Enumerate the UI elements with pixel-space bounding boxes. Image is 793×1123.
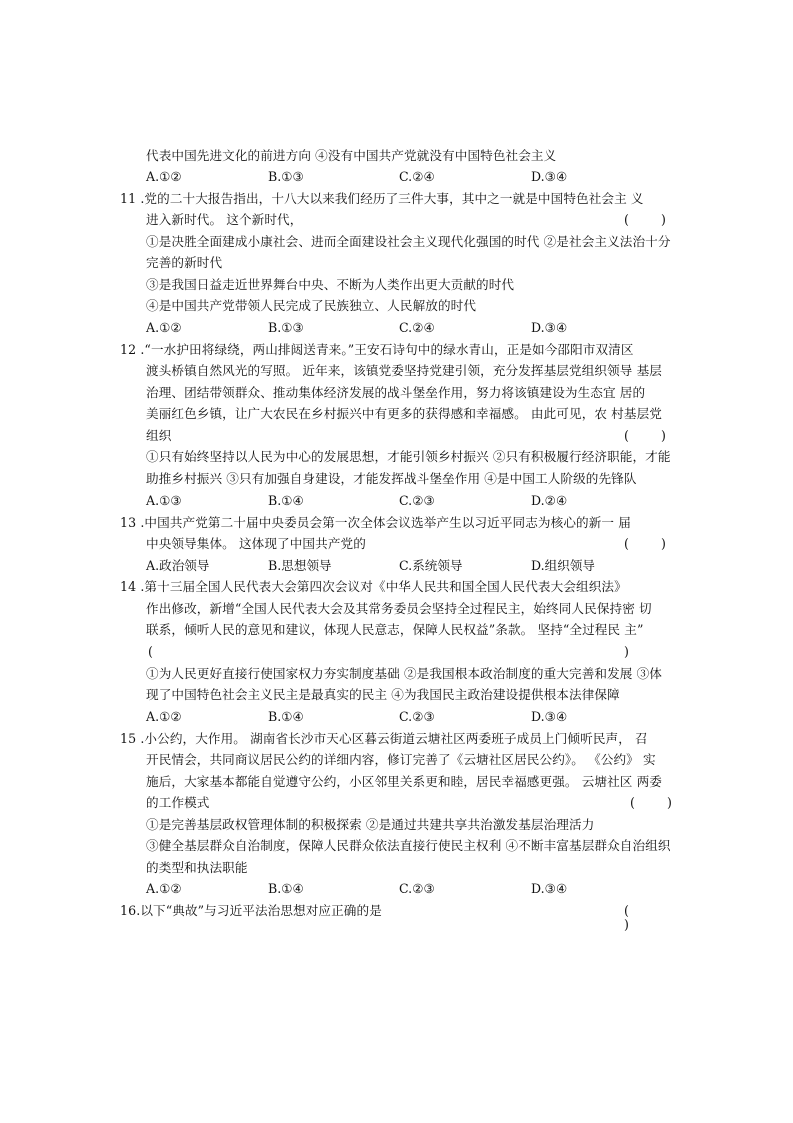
q15-stem-line1: 15 .小公约，大作用。 湖南省长沙市天心区暮云街道云塘社区两委班子成员上门倾听民声， 召 — [120, 731, 648, 746]
q11-statement-3: ④是中国共产党带领人民完成了民族独立、人民解放的时代 — [146, 298, 477, 313]
q14-option-d: D.③④ — [531, 709, 568, 724]
q10-option-b: B.①③ — [268, 169, 304, 184]
q12-stem-line5: 组织 — [146, 428, 172, 443]
q15-statement-1: ①是完善基层政权管理体制的积极探索 ②是通过共建共享共治激发基层治理活力 — [146, 817, 595, 832]
q16-answer-blank-close: ) — [624, 917, 629, 932]
q13-option-b: B.思想领导 — [268, 558, 332, 573]
q15-option-a: A.①② — [146, 881, 182, 896]
q12-answer-blank: ( ) — [624, 428, 666, 443]
q12-option-a: A.①③ — [146, 493, 182, 508]
q15-answer-blank: ( ) — [630, 795, 672, 810]
q11-statement-2: ③是我国日益走近世界舞台中央、不断为人类作出更大贡献的时代 — [146, 277, 515, 292]
q11-stem-line2: 进入新时代。 这个新时代， — [146, 212, 303, 227]
q13-answer-blank: ( ) — [624, 536, 666, 551]
q15-statement-2: ③健全基层群众自治制度，保障人民群众依法直接行使民主权利 ④不断丰富基层群众自治组织 — [146, 838, 671, 853]
q15-option-b: B.①④ — [268, 881, 304, 896]
q15-stem-line2: 开民情会，共同商议居民公约的详细内容，修订完善了《云塘社区居民公约》。 《公约》 实 — [146, 752, 656, 767]
q15-stem-line4: 的工作模式 — [146, 795, 210, 810]
q11-statement-1b: 完善的新时代 — [146, 255, 223, 270]
q11-option-c: C.②④ — [399, 320, 435, 335]
q11-stem-line1: 11 .党的二十大报告指出，十八大以来我们经历了三件大事，其中之一就是中国特色社会主 义 — [120, 191, 644, 206]
q12-stem-line1: 12 .“一水护田将绿绕，两山排闼送青来。”王安石诗句中的绿水青山，正是如今邵阳市双清区 — [120, 342, 634, 357]
q14-statement-2: 现了中国特色社会主义民主是最真实的民主 ④为我国民主政治建设提供根本法律保障 — [146, 687, 620, 702]
q11-option-b: B.①③ — [268, 320, 304, 335]
q10-option-d: D.③④ — [531, 169, 568, 184]
q14-option-c: C.②③ — [399, 709, 435, 724]
q16-stem-line1: 16.以下“典故”与习近平法治思想对应正确的是 — [120, 903, 382, 918]
q10-option-a: A.①② — [146, 169, 182, 184]
q12-option-b: B.①④ — [268, 493, 304, 508]
q13-option-d: D.组织领导 — [531, 558, 596, 573]
q13-option-c: C.系统领导 — [399, 558, 463, 573]
q13-stem-line1: 13 .中国共产党第二十届中央委员会第一次全体会议选举产生以习近平同志为核心的新一 届 — [120, 515, 631, 530]
q16-answer-blank-open: ( — [624, 903, 629, 918]
q14-option-a: A.①② — [146, 709, 182, 724]
q14-answer-blank-close: ) — [624, 644, 629, 659]
q13-stem-line2: 中央领导集体。 这体现了中国共产党的 — [146, 536, 366, 551]
q10-option-c: C.②④ — [399, 169, 435, 184]
q11-option-d: D.③④ — [531, 320, 568, 335]
q12-statement-2: 助推乡村振兴 ③只有加强自身建设，才能发挥战斗堡垒作用 ④是中国工人阶级的先锋队 — [146, 471, 637, 486]
q14-stem-line2: 作出修改，新增“全国人民代表大会及其常务委员会坚持全过程民主，始终同人民保持密 切 — [146, 601, 652, 616]
q11-answer-blank: ( ) — [624, 212, 666, 227]
q15-option-c: C.②③ — [399, 881, 435, 896]
q12-stem-line2: 渡头桥镇自然风光的写照。 近年来，该镇党委坚持党建引领，充分发挥基层党组织领导 基层 — [146, 363, 662, 378]
q13-option-a: A.政治领导 — [146, 558, 210, 573]
q12-option-c: C.②③ — [399, 493, 435, 508]
q15-statement-3: 的类型和执法职能 — [146, 860, 248, 875]
q15-option-d: D.③④ — [531, 881, 568, 896]
q14-statement-1: ①为人民更好直接行使国家权力夯实制度基础 ②是我国根本政治制度的重大完善和发展 ③体 — [146, 666, 662, 681]
q12-statement-1: ①只有始终坚持以人民为中心的发展思想，才能引领乡村振兴 ②只有积极履行经济职能，才能 — [146, 449, 671, 464]
q11-option-a: A.①② — [146, 320, 182, 335]
q14-option-b: B.①④ — [268, 709, 304, 724]
q14-stem-line1: 14 .第十三届全国人民代表大会第四次会议对《中华人民共和国全国人民代表大会组织法》 — [120, 579, 627, 594]
q15-stem-line3: 施后，大家基本都能自觉遵守公约，小区邻里关系更和睦，居民幸福感更强。 云塘社区 两委 — [146, 774, 662, 789]
q12-option-d: D.②④ — [531, 493, 568, 508]
q10-text-tail: 代表中国先进文化的前进方向 ④没有中国共产党就没有中国特色社会主义 — [146, 148, 557, 163]
q12-stem-line4: 美丽红色乡镇，让广大农民在乡村振兴中有更多的获得感和幸福感。 由此可见，农 村基层党 — [146, 406, 662, 421]
q11-statement-1a: ①是决胜全面建成小康社会、进而全面建设社会主义现代化强国的时代 ②是社会主义法治十分 — [146, 234, 671, 249]
q14-stem-line3: 联系，倾听人民的意见和建议，体现人民意志，保障人民权益”条款。 坚持“全过程民 主” — [146, 622, 644, 637]
q14-answer-blank-open: ( — [148, 644, 153, 659]
q12-stem-line3: 治理、团结带领群众、推动集体经济发展的战斗堡垒作用，努力将该镇建设为生态宜 居的 — [146, 385, 646, 400]
